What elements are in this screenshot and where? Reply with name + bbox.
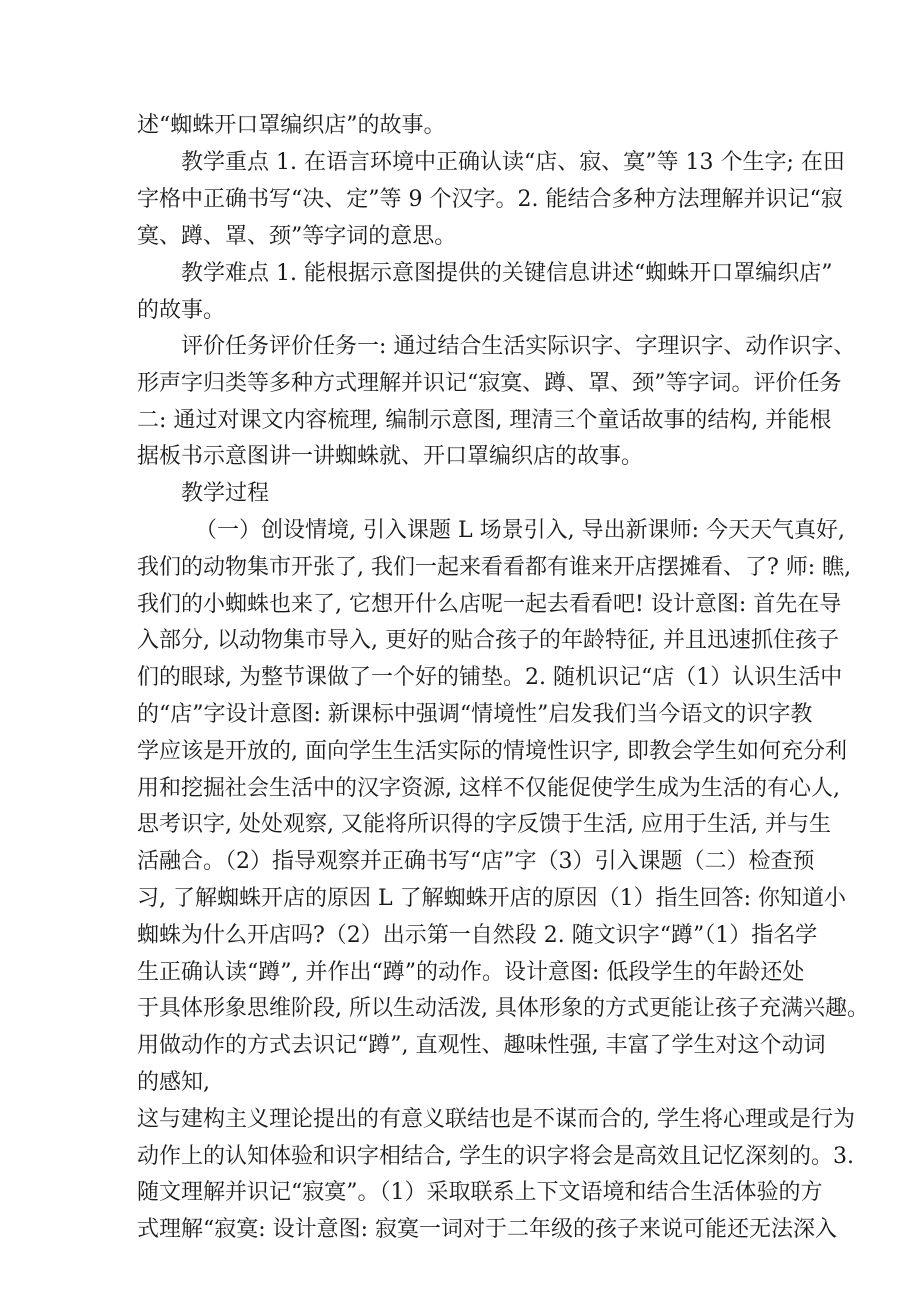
text-line: 的感知, (137, 1069, 210, 1095)
text-line: 二: 通过对课文内容梳理, 编制示意图, 理清三个童话故事的结构, 并能根 (137, 407, 832, 433)
text-line: 评价任务评价任务一: 通过结合生活实际识字、字理识字、动作识字、 (181, 334, 856, 359)
text-line: 随文理解并识记“寂寞”。（1）采取联系上下文语境和结合生活体验的方 (137, 1180, 823, 1206)
text-line: 活融合。（2）指导观察并正确书写“店”字（3）引入课题（二）检查预 (137, 849, 815, 875)
text-line: 蜘蛛为什么开店吗?（2）出示第一自然段 2. 随文识字“蹲”（1）指名学 (137, 922, 818, 948)
paragraph (137, 476, 797, 513)
text-line: 教学过程 (181, 481, 270, 506)
text-line: 我们的动物集市开张了, 我们一起来看看都有谁来开店摆摊看、了? 师: 瞧, (137, 554, 852, 580)
text-line: 入部分, 以动物集市导入, 更好的贴合孩子的年龄特征, 并且迅速抓住孩子 (137, 628, 839, 654)
text-line: 字格中正确书写“决、定”等 9 个汉字。2. 能结合多种方法理解并识记“寂 (137, 186, 843, 212)
paragraph (137, 108, 797, 145)
text-line: 学应该是开放的, 面向学生生活实际的情境性识字, 即教会学生如何充分利 (137, 738, 847, 764)
text-line: 的故事。 (137, 297, 226, 323)
text-line: （一）创设情境, 引入课题 L 场景引入, 导出新课师: 今天天气真好, (195, 518, 845, 543)
text-line: 这与建构主义理论提出的有意义联结也是不谋而合的, 学生将心理或是行为 (137, 1106, 855, 1132)
text-line: 的“店”字设计意图: 新课标中强调“情境性”启发我们当今语文的识字教 (137, 701, 813, 727)
text-line: 动作上的认知体验和识字相结合, 学生的识字将会是高效且记忆深刻的。3. (137, 1143, 854, 1169)
text-line: 用做动作的方式去识记“蹲”, 直观性、趣味性强, 丰富了学生对这个动词 (137, 1033, 826, 1059)
text-line: 教学重点 1. 在语言环境中正确认读“店、寂、寞”等 13 个生字; 在田 (181, 150, 845, 175)
text-line: 寞、蹲、罩、颈”等字词的意思。 (137, 223, 457, 249)
paragraph (137, 145, 845, 255)
text-line: 于具体形象思维阶段, 所以生动活泼, 具体形象的方式更能让孩子充满兴趣。 (137, 996, 869, 1022)
text-line: 式理解“寂寞: 设计意图: 寂寞一词对于二年级的孩子来说可能还无法深入 (137, 1217, 838, 1243)
text-line: 述“蜘蛛开口罩编织店”的故事。 (137, 113, 446, 138)
text-line: 们的眼球, 为整节课做了一个好的铺垫。2. 随机识记“店（1）认识生活中 (137, 665, 843, 691)
text-line: 教学难点 1. 能根据示意图提供的关键信息讲述“蜘蛛开口罩编织店” (181, 261, 833, 286)
text-line: 思考识字, 处处观察, 又能将所识得的字反馈于生活, 应用于生活, 并与生 (137, 812, 831, 838)
text-line: 用和挖掘社会生活中的汉字资源, 这样不仅能促使学生成为生活的有心人, (137, 775, 840, 801)
text-line: 我们的小蜘蛛也来了, 它想开什么店呢一起去看看吧! 设计意图: 首先在导 (137, 591, 842, 617)
paragraph (137, 256, 833, 330)
text-line: 形声字归类等多种方式理解并识记“寂寞、蹲、罩、颈”等字词。评价任务 (137, 370, 842, 396)
text-line: 习, 了解蜘蛛开店的原因 L 了解蜘蛛开店的原因（1）指生回答: 你知道小 (137, 885, 846, 911)
paragraph (137, 329, 856, 476)
text-line: 生正确认读“蹲”, 并作出“蹲”的动作。设计意图: 低段学生的年龄还处 (137, 959, 805, 985)
paragraph (137, 513, 869, 1249)
text-line: 据板书示意图讲一讲蜘蛛就、开口罩编织店的故事。 (137, 444, 644, 470)
